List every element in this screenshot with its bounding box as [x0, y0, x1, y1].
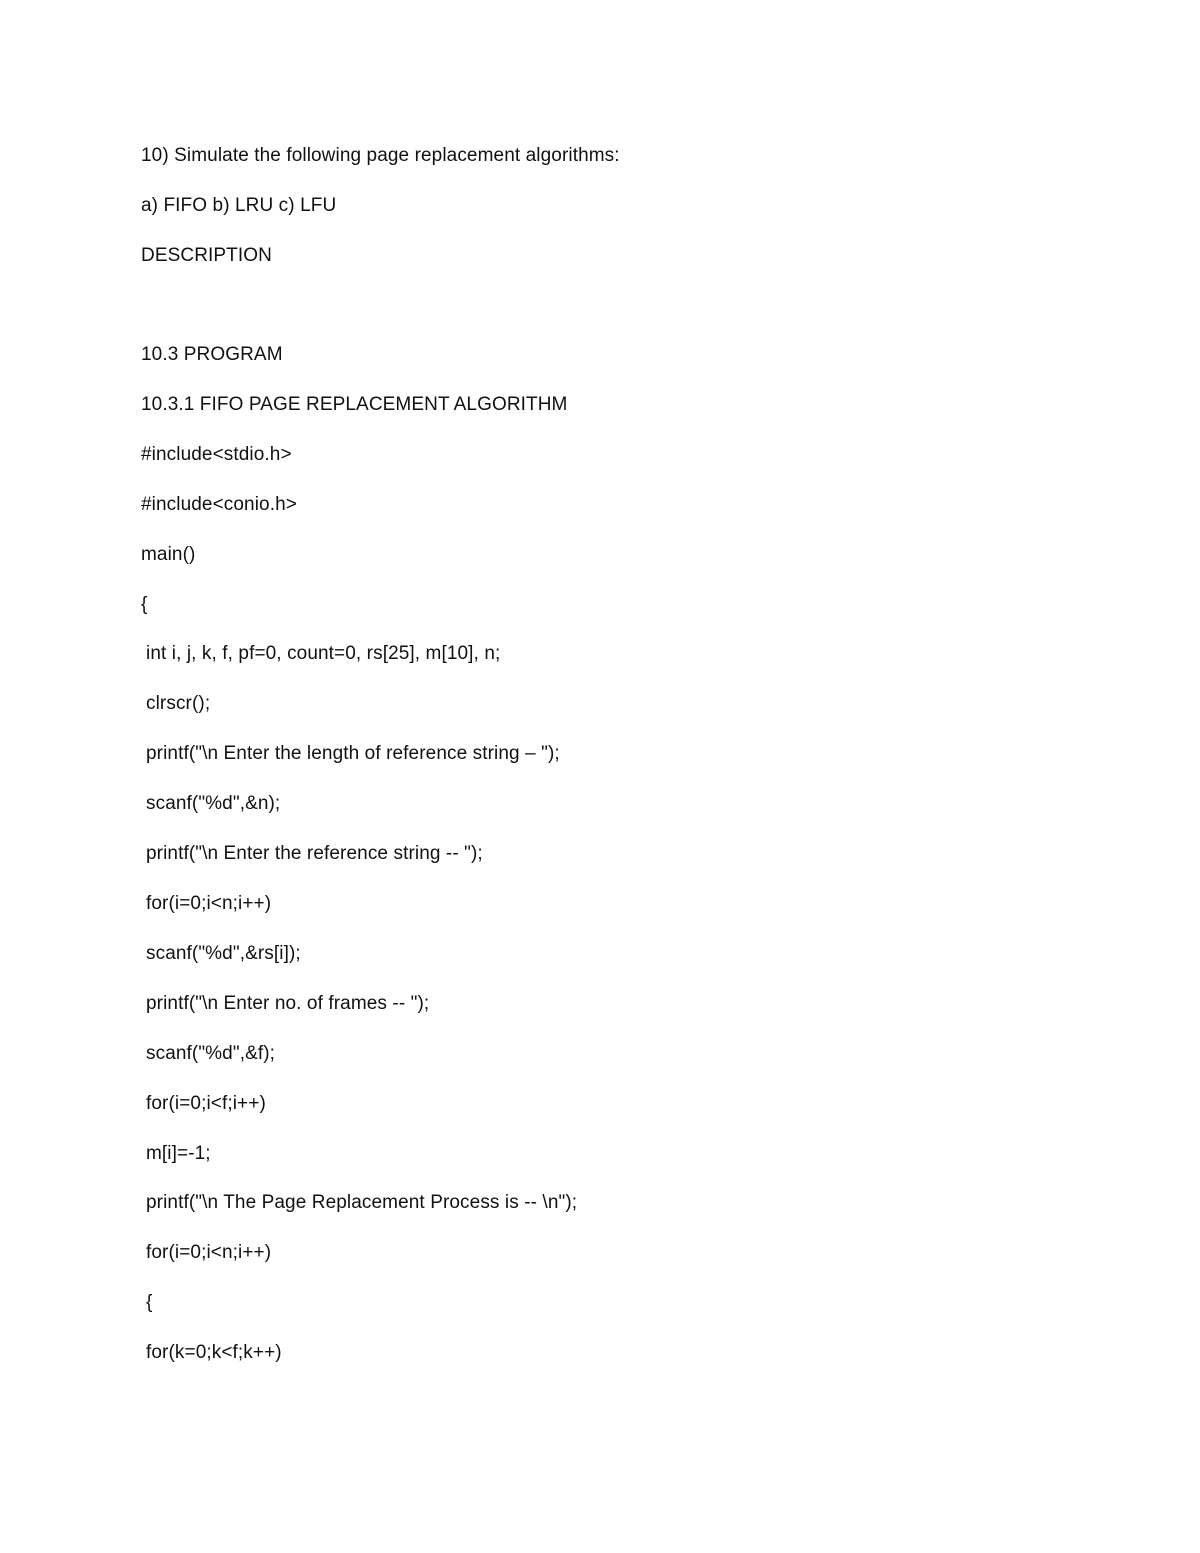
code-line-declarations: int i, j, k, f, pf=0, count=0, rs[25], m[10], n; — [146, 643, 501, 664]
code-line-printf-process: printf("\n The Page Replacement Process is -- \n"); — [146, 1192, 578, 1213]
fifo-heading: 10.3.1 FIFO PAGE REPLACEMENT ALGORITHM — [141, 394, 568, 415]
code-line-open-brace: { — [141, 594, 148, 615]
algorithm-options: a) FIFO b) LRU c) LFU — [141, 195, 337, 216]
code-line-include-stdio: #include<stdio.h> — [141, 444, 292, 465]
code-line-clrscr: clrscr(); — [146, 693, 211, 714]
code-line-printf-length: printf("\n Enter the length of reference string – "); — [146, 743, 560, 764]
code-line-main: main() — [141, 544, 196, 565]
code-line-for-i-f: for(i=0;i<f;i++) — [146, 1093, 266, 1114]
code-line-printf-frames: printf("\n Enter no. of frames -- "); — [146, 993, 430, 1014]
code-line-for-k-f: for(k=0;k<f;k++) — [146, 1342, 282, 1363]
code-line-include-conio: #include<conio.h> — [141, 494, 297, 515]
code-line-for-i-n: for(i=0;i<n;i++) — [146, 893, 272, 914]
code-line-scanf-rs: scanf("%d",&rs[i]); — [146, 943, 301, 964]
code-line-scanf-f: scanf("%d",&f); — [146, 1043, 276, 1064]
program-heading: 10.3 PROGRAM — [141, 344, 283, 365]
code-line-init-m: m[i]=-1; — [146, 1143, 211, 1164]
description-heading: DESCRIPTION — [141, 245, 272, 266]
code-line-for-i-n-2: for(i=0;i<n;i++) — [146, 1242, 272, 1263]
code-line-printf-reference: printf("\n Enter the reference string -- "); — [146, 843, 483, 864]
code-line-open-brace-2: { — [146, 1292, 153, 1313]
question-heading: 10) Simulate the following page replacement algorithms: — [141, 145, 620, 166]
code-line-scanf-n: scanf("%d",&n); — [146, 793, 281, 814]
